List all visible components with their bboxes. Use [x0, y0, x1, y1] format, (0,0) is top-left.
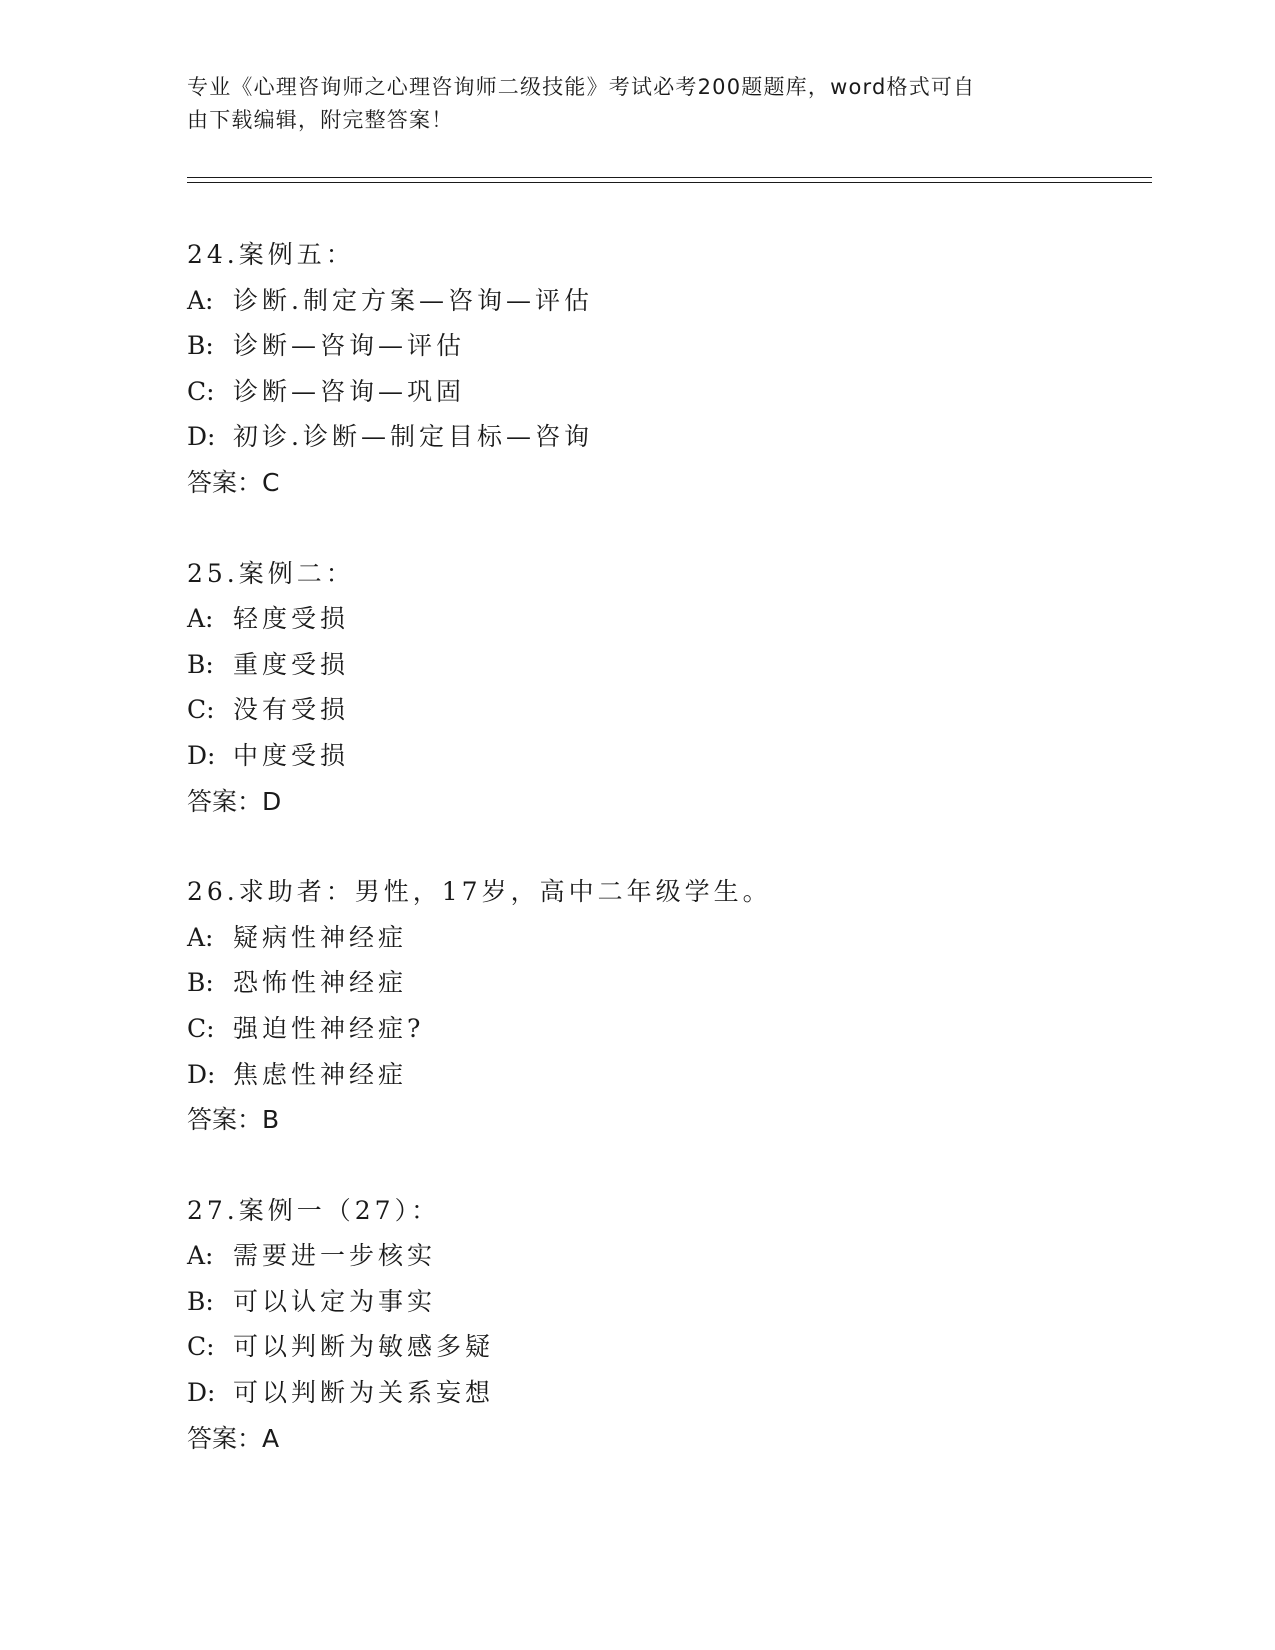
option-letter: B:	[187, 1286, 214, 1316]
document-header	[187, 71, 1067, 137]
option-text: 疑病性神经症	[233, 922, 408, 952]
option-letter: B:	[187, 968, 214, 998]
option-text: 轻度受损	[233, 604, 350, 634]
option-a	[187, 1233, 1147, 1279]
header-line-2: 由下载编辑，附完整答案！	[187, 108, 454, 132]
option-text: 诊断.制定方案—咨询—评估	[233, 285, 593, 315]
header-line-1: 专业《心理咨询师之心理咨询师二级技能》考试必考200题题库，word格式可自	[187, 75, 976, 99]
question-list	[187, 232, 1147, 1506]
question-stem: 25.案例二：	[187, 558, 355, 588]
option-d	[187, 733, 1147, 779]
option-text: 需要进一步核实	[233, 1241, 437, 1271]
option-letter: D:	[187, 740, 216, 770]
option-letter: A:	[187, 922, 214, 952]
answer-line: 答案：B	[187, 1105, 280, 1135]
option-letter: B:	[187, 331, 214, 361]
option-text: 重度受损	[233, 649, 350, 679]
option-text: 诊断—咨询—巩固	[233, 376, 466, 406]
question-stem: 26.求助者：男性，17岁，高中二年级学生。	[187, 877, 772, 907]
option-letter: A:	[187, 1241, 214, 1271]
option-a	[187, 915, 1147, 961]
option-letter: C:	[187, 376, 215, 406]
question-25	[187, 551, 1147, 825]
option-d	[187, 414, 1147, 460]
option-letter: A:	[187, 285, 214, 315]
option-c	[187, 369, 1147, 415]
option-letter: B:	[187, 649, 214, 679]
answer-line: 答案：A	[187, 1423, 280, 1453]
option-a	[187, 596, 1147, 642]
answer-line: 答案：C	[187, 467, 280, 497]
option-text: 初诊.诊断—制定目标—咨询	[233, 422, 593, 452]
option-text: 可以认定为事实	[233, 1286, 437, 1316]
question-24	[187, 232, 1147, 506]
option-c	[187, 687, 1147, 733]
question-27	[187, 1188, 1147, 1462]
option-b	[187, 642, 1147, 688]
option-text: 可以判断为敏感多疑	[233, 1332, 495, 1362]
option-letter: C:	[187, 1013, 215, 1043]
option-b	[187, 1279, 1147, 1325]
option-a	[187, 278, 1147, 324]
header-double-rule	[187, 177, 1152, 183]
option-text: 没有受损	[233, 695, 350, 725]
option-c	[187, 1006, 1147, 1052]
option-text: 焦虑性神经症	[233, 1059, 408, 1089]
question-26	[187, 869, 1147, 1143]
option-c	[187, 1324, 1147, 1370]
option-text: 恐怖性神经症	[233, 968, 408, 998]
option-d	[187, 1370, 1147, 1416]
question-stem: 27.案例一（27）：	[187, 1195, 441, 1225]
option-text: 中度受损	[233, 740, 350, 770]
option-letter: A:	[187, 604, 214, 634]
option-d	[187, 1052, 1147, 1098]
question-stem: 24.案例五：	[187, 240, 355, 269]
option-letter: D:	[187, 422, 216, 452]
option-letter: C:	[187, 695, 215, 725]
option-letter: C:	[187, 1332, 215, 1362]
option-b	[187, 960, 1147, 1006]
option-b	[187, 323, 1147, 369]
option-text: 强迫性神经症?	[233, 1013, 425, 1043]
option-letter: D:	[187, 1378, 216, 1408]
option-text: 可以判断为关系妄想	[233, 1378, 495, 1408]
option-text: 诊断—咨询—评估	[233, 331, 466, 361]
answer-line: 答案：D	[187, 786, 282, 816]
option-letter: D:	[187, 1059, 216, 1089]
